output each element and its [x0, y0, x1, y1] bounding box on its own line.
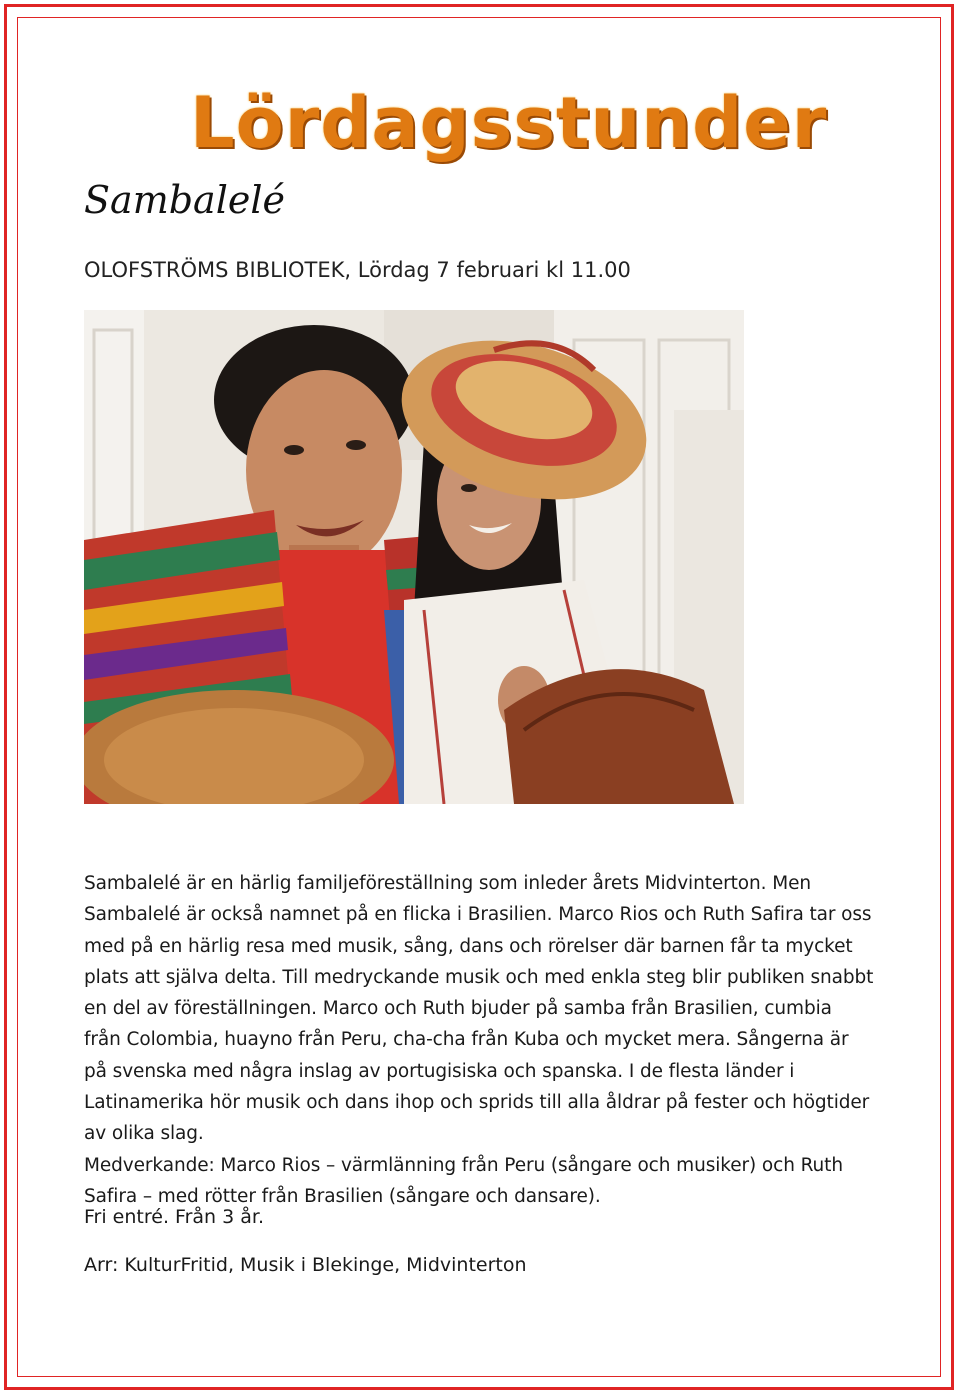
performers-illustration — [84, 310, 744, 804]
banner-heading: Lördagsstunder — [190, 82, 828, 164]
performers-photo — [84, 310, 744, 804]
participants-paragraph: Medverkande: Marco Rios – värmlänning från Peru (sångare och musiker) och Ruth Safira – med rötter från Brasilien (sångare och dansare). — [84, 1154, 843, 1207]
event-location-date: OLOFSTRÖMS BIBLIOTEK, Lördag 7 februari kl 11.00 — [84, 258, 631, 282]
free-entry-note: Fri entré. Från 3 år. — [84, 1206, 264, 1228]
description-paragraph: Sambalelé är en härlig familjeföreställning som inleder årets Midvinterton. Men Sambalelé är också namnet på en flicka i Brasilien. Marco Rios och Ruth Safira tar oss med på en härlig resa med musik, sång, dans och rörelser där barnen får ta mycket plats att själva delta. Till medryckande musik och med enkla steg blir publiken snabbt en del av föreställningen. Marco och Ruth bjuder på samba från Brasilien, cumbia från Colombia, huayno från Peru, cha-cha från Kuba och mycket mera. Sångerna är på svenska med några inslag av portugisiska och spanska. I de flesta länder i Latinamerika hör musik och dans ihop och sprids till alla åldrar på fester och högtider av olika slag. — [84, 873, 874, 1145]
event-title: Sambalelé — [84, 178, 285, 222]
arrangers-note: Arr: KulturFritid, Musik i Blekinge, Midvinterton — [84, 1254, 527, 1276]
event-description — [84, 868, 874, 1212]
